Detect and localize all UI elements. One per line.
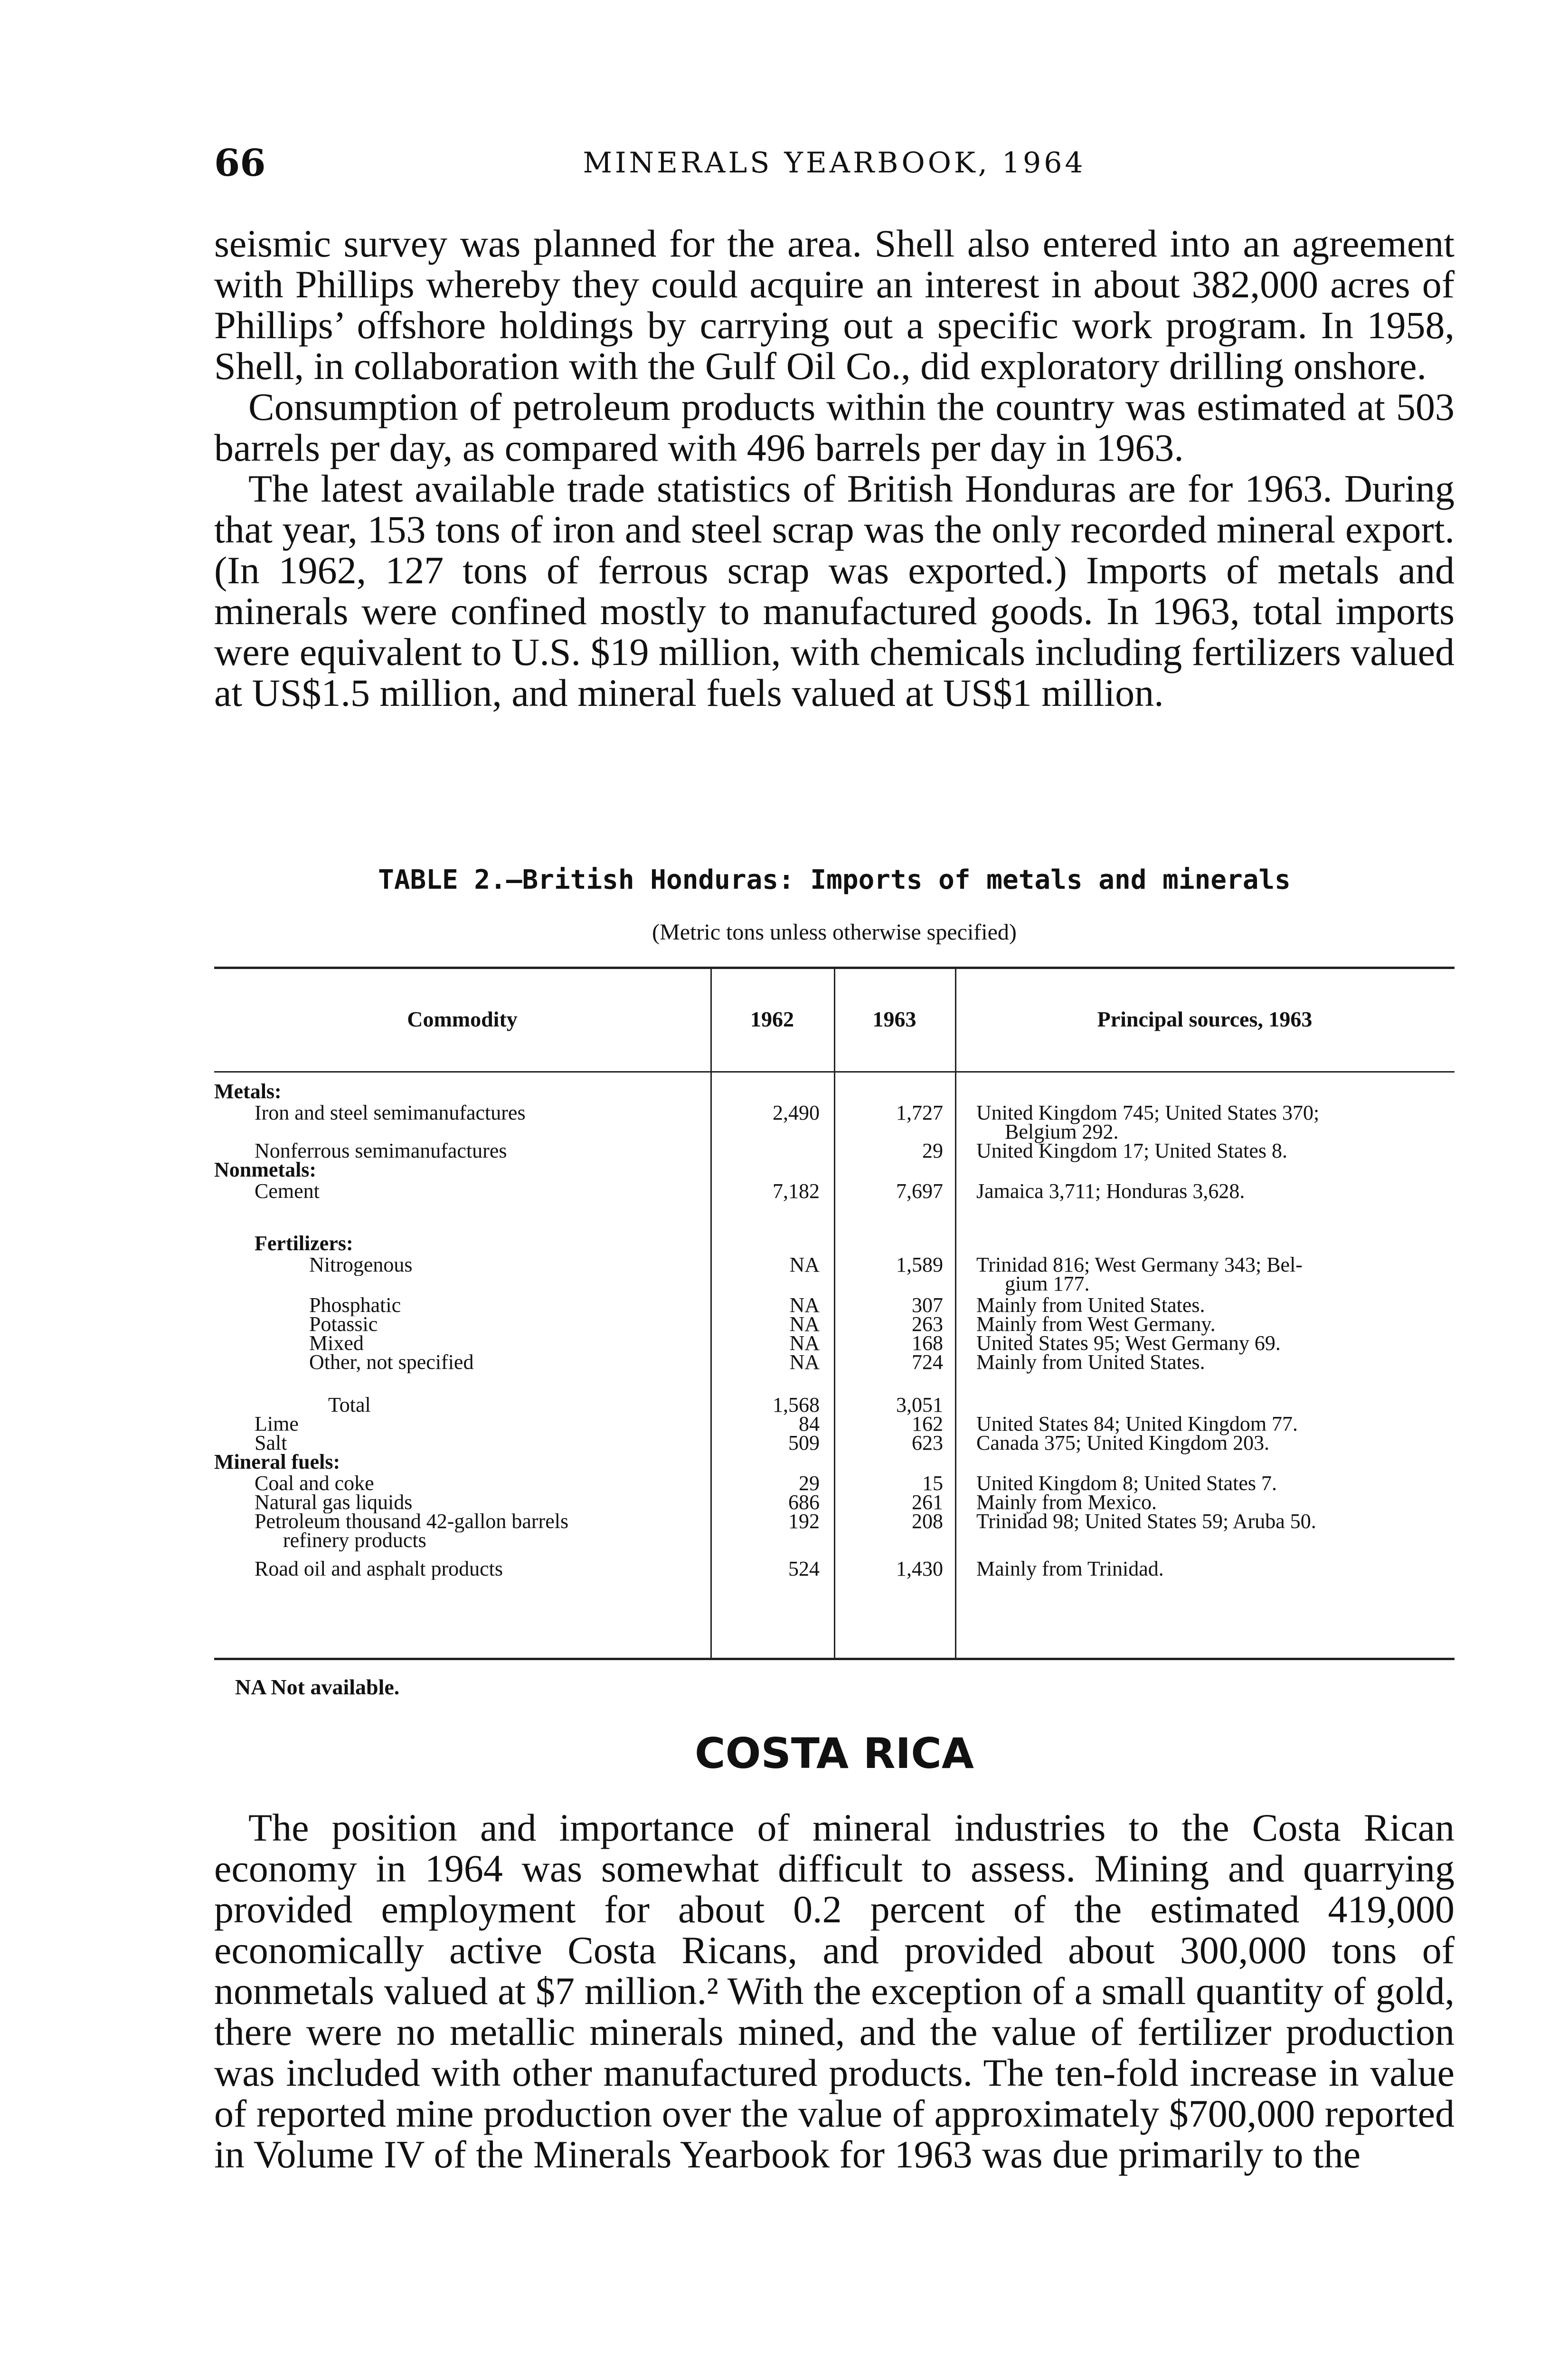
sources-cell: Mainly from West Germany. [976,1312,1216,1336]
sources-cell: Trinidad 816; West Germany 343; Bel- [976,1253,1303,1276]
value-1962: 1,568 [773,1393,820,1416]
value-1963: 7,697 [896,1179,943,1203]
commodity-cell: Salt [255,1432,287,1454]
commodity-cell: Other, not specified [309,1351,474,1373]
value-1963: 168 [912,1331,943,1355]
commodity-cell: Road oil and asphalt products [255,1558,503,1580]
value-1963: 1,727 [896,1101,943,1124]
commodity-cell: Phosphatic [309,1294,401,1316]
sources-cell: Mainly from Trinidad. [976,1557,1164,1580]
table-row [214,1558,1455,1580]
page-header [214,142,1455,184]
sources-cell: Mainly from Mexico. [976,1491,1157,1514]
table-row [214,1081,1455,1102]
section-heading: COSTA RICA [695,1729,974,1778]
value-1963: 724 [912,1350,943,1374]
value-1962: 686 [788,1491,820,1514]
value-1963: 623 [912,1431,943,1454]
value-1963: 261 [912,1491,943,1514]
sources-cell: United States 95; West Germany 69. [976,1331,1281,1355]
sources-cell: Canada 375; United Kingdom 203. [976,1431,1270,1454]
sources-cell: Belgium 292. [1005,1120,1119,1143]
value-1962: 192 [788,1510,820,1533]
value-1963: 263 [912,1312,943,1336]
header-1962: 1962 [750,1007,794,1031]
table-row [214,1273,1455,1295]
commodity-cell: Mixed [309,1332,364,1354]
section-text [214,1807,1455,2175]
table-row [214,1351,1455,1373]
commodity-cell: Mineral fuels: [214,1451,340,1473]
table-subtitle: (Metric tons unless otherwise specified) [652,920,1017,945]
table-bottom-rule [214,1658,1455,1660]
header-1963: 1963 [872,1007,916,1031]
value-1962: 524 [788,1557,820,1580]
value-1962: 7,182 [773,1179,820,1203]
paragraph: The position and importance of mineral industries to the Costa Rican economy in 1964 was somewhat difficult to assess. Mining and quarrying provided employment for about 0.2 percent of the estimated 419,000 economically active Costa Ricans, and provided about 300,000 tons of nonmetals valued at $7 million.² With the exception of a small quantity of gold, there were no metallic minerals mined, and the value of fertilizer production was included with other manufactured products. The ten-fold increase in value of reported mine production over the value of approximately $700,000 reported in Volume IV of the Minerals Yearbook for 1963 was due primarily to the [214,1806,1455,2176]
paragraph: Consumption of petroleum products within the country was estimated at 503 barrels per day, as compared with 496 barrels per day in 1963. [214,385,1455,469]
commodity-cell: Iron and steel semimanufactures [255,1102,526,1124]
commodity-cell: Nitrogenous [309,1254,413,1276]
commodity-cell: Petroleum thousand 42-gallon barrels [255,1510,569,1532]
sources-cell: United States 84; United Kingdom 77. [976,1412,1298,1435]
commodity-cell: Cement [255,1180,320,1202]
commodity-cell: refinery products [283,1530,426,1551]
running-title: MINERALS YEARBOOK, 1964 [583,146,1086,180]
value-1962: NA [789,1312,820,1336]
table-title: TABLE 2.—British Honduras: Imports of metals and minerals [378,864,1291,895]
table-row [214,1233,1455,1254]
value-1962: NA [789,1293,820,1317]
value-1962: NA [789,1253,820,1276]
commodity-cell: Fertilizers: [255,1233,353,1254]
value-1963: 307 [912,1293,943,1317]
commodity-cell: Natural gas liquids [255,1492,413,1513]
table-row [214,1530,1455,1551]
value-1963: 1,589 [896,1253,943,1276]
table-note: NA Not available. [235,1675,400,1699]
value-1963: 162 [912,1412,943,1435]
sources-cell: Jamaica 3,711; Honduras 3,628. [976,1179,1245,1203]
sources-cell: Trinidad 98; United States 59; Aruba 50. [976,1510,1316,1533]
value-1962: 84 [799,1412,820,1435]
value-1963: 1,430 [896,1557,943,1580]
header-commodity: Commodity [407,1007,518,1031]
commodity-cell: Coal and coke [255,1472,374,1494]
value-1962: 2,490 [773,1101,820,1124]
table-row [214,1451,1455,1473]
header-sources: Principal sources, 1963 [1097,1007,1313,1031]
value-1963: 29 [922,1139,943,1162]
paragraph: seismic survey was planned for the area. Shell also entered into an agreement with Phillips whereby they could acquire an interest in about 382,000 acres of Phillips’ offshore holdings by carrying out a specific work program. In 1958, Shell, in collaboration with the Gulf Oil Co., did exploratory drilling onshore. [214,222,1455,388]
sources-cell: gium 177. [1005,1272,1090,1295]
paragraph: The latest available trade statistics of British Honduras are for 1963. During that year, 153 tons of iron and steel scrap was the only recorded mineral export. (In 1962, 127 tons of ferrous scrap was exported.) Imports of metals and minerals were confined mostly to manufactured goods. In 1963, total imports were equivalent to U.S. $19 million, with chemicals including fertilizers valued at US$1.5 million, and mineral fuels valued at US$1 million. [214,467,1455,714]
commodity-cell: Metals: [214,1081,282,1102]
sources-cell: Mainly from United States. [976,1293,1205,1317]
sources-cell: United Kingdom 17; United States 8. [976,1139,1288,1162]
value-1963: 208 [912,1510,943,1533]
value-1962: 509 [788,1431,820,1454]
sources-cell: Mainly from United States. [976,1350,1205,1374]
commodity-cell: Total [328,1394,371,1416]
value-1963: 3,051 [896,1393,943,1416]
value-1962: NA [789,1350,820,1374]
value-1963: 15 [922,1472,943,1495]
intro-text [214,223,1455,713]
sources-cell: United Kingdom 8; United States 7. [976,1472,1277,1495]
sources-cell: United Kingdom 745; United States 370; [976,1101,1320,1124]
value-1962: NA [789,1331,820,1355]
commodity-cell: Nonmetals: [214,1159,317,1181]
value-1962: 29 [799,1472,820,1495]
imports-table [214,967,1455,1662]
commodity-cell: Potassic [309,1313,378,1335]
commodity-cell: Lime [255,1413,299,1435]
table-row [214,1159,1455,1181]
table-row [214,1180,1455,1202]
commodity-cell: Nonferrous semimanufactures [255,1140,507,1162]
page-number: 66 [214,142,266,185]
